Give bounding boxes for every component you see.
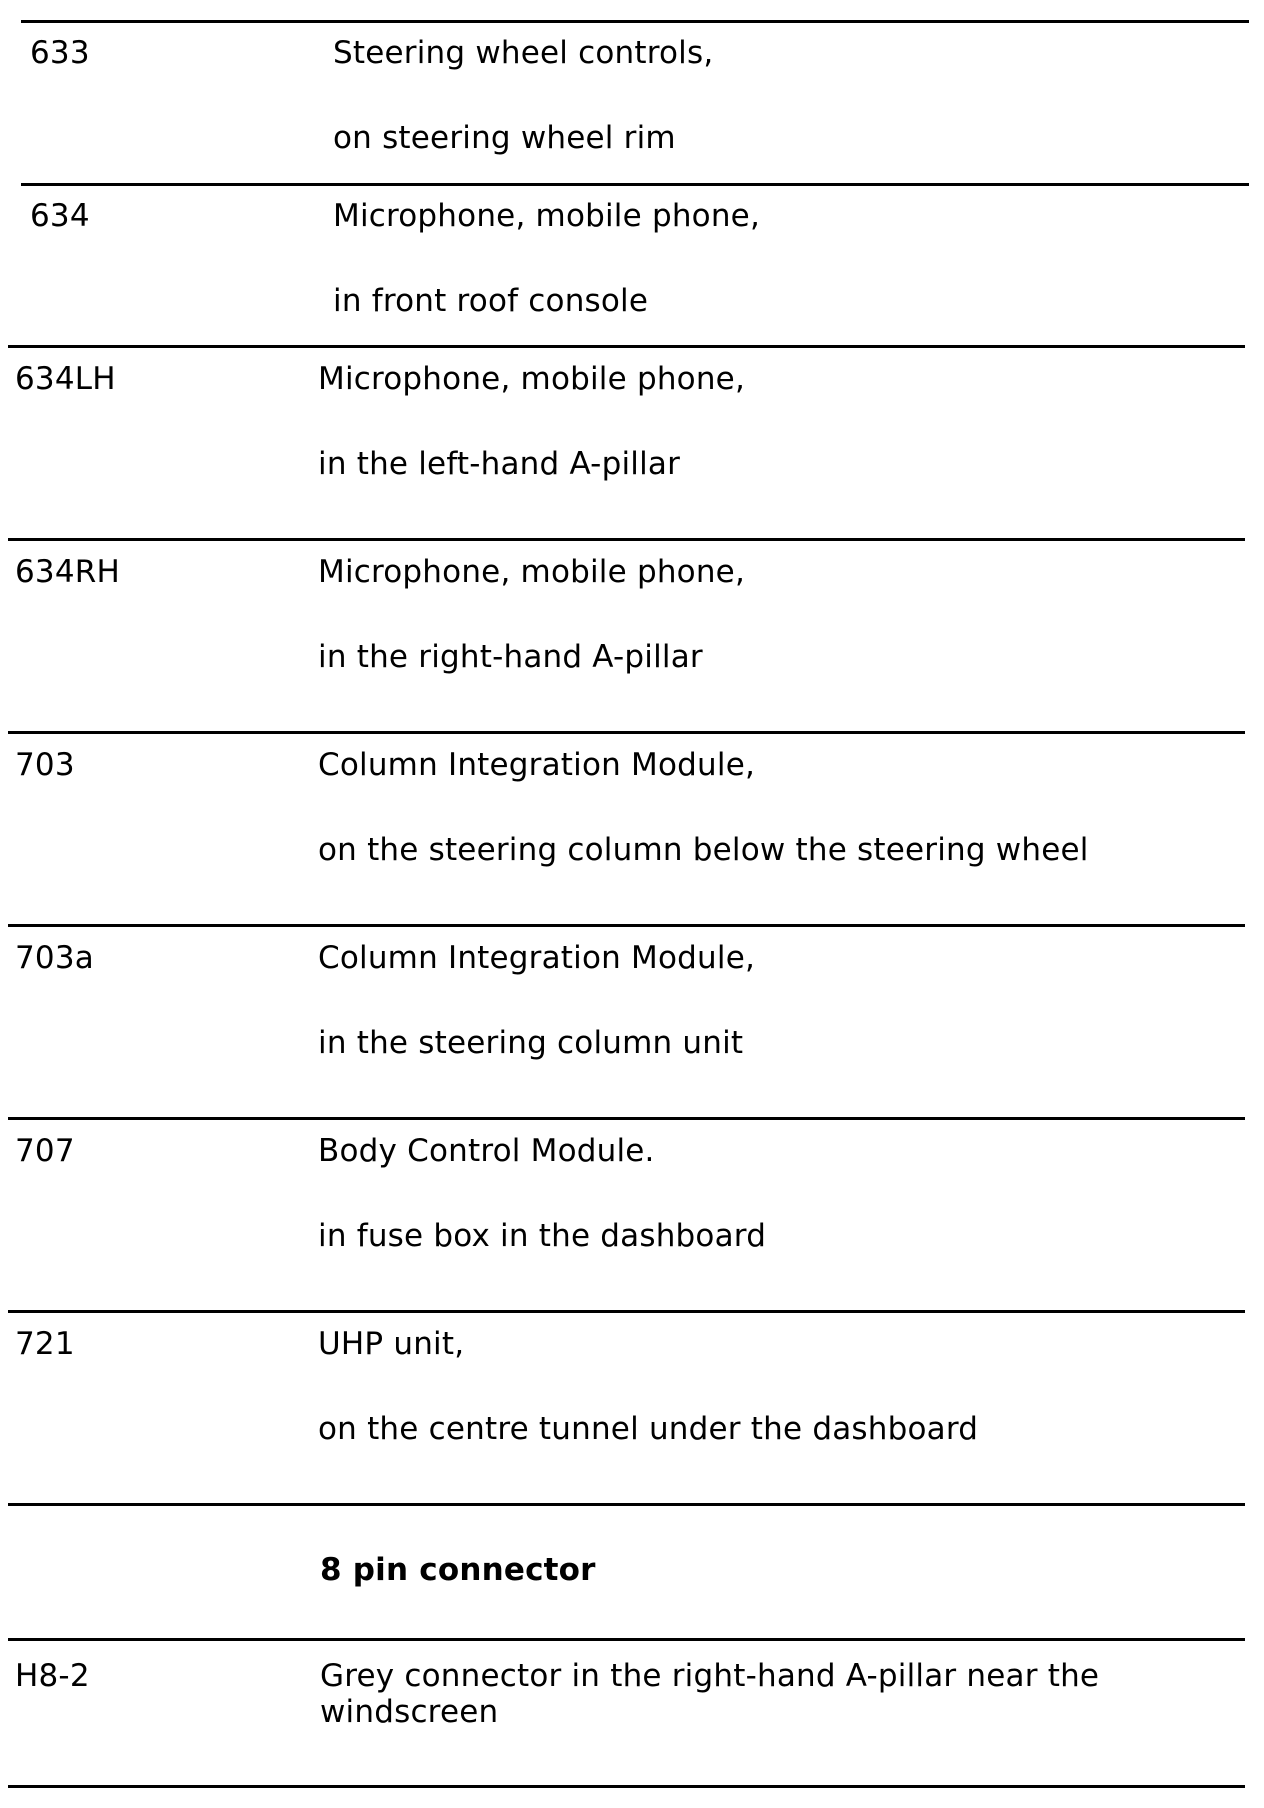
table-rule: [8, 345, 1245, 348]
table-rule: [8, 1785, 1245, 1788]
table-rule: [8, 1310, 1245, 1313]
table-rule: [21, 20, 1249, 23]
connector-code: H8-2: [15, 1658, 90, 1694]
section-heading: 8 pin connector: [320, 1552, 596, 1588]
table-rule: [8, 1503, 1245, 1506]
component-code: 707: [15, 1133, 75, 1169]
table-rule: [8, 1117, 1245, 1120]
component-name: Column Integration Module,: [318, 747, 756, 783]
component-location: in the steering column unit: [318, 1025, 744, 1061]
table-rule: [8, 1638, 1245, 1641]
component-name: Microphone, mobile phone,: [318, 361, 746, 397]
component-name: Microphone, mobile phone,: [318, 554, 746, 590]
component-location: in fuse box in the dashboard: [318, 1218, 767, 1254]
component-location: in front roof console: [333, 283, 649, 319]
component-location: on the steering column below the steering wheel: [318, 832, 1089, 868]
component-name: Microphone, mobile phone,: [333, 198, 761, 234]
component-location: in the right-hand A-pillar: [318, 639, 703, 675]
connector-description: Grey connector in the right-hand A-pillar near the windscreen: [320, 1658, 1100, 1730]
component-name: Column Integration Module,: [318, 940, 756, 976]
table-rule: [8, 924, 1245, 927]
component-code: 634RH: [15, 554, 121, 590]
table-rule: [8, 538, 1245, 541]
component-code: 703a: [15, 940, 94, 976]
component-code: 633: [30, 35, 90, 71]
component-code: 634LH: [15, 361, 116, 397]
component-location: in the left-hand A-pillar: [318, 446, 681, 482]
component-code: 634: [30, 198, 90, 234]
component-location: on the centre tunnel under the dashboard: [318, 1411, 979, 1447]
component-name: UHP unit,: [318, 1326, 465, 1362]
component-location: on steering wheel rim: [333, 120, 676, 156]
component-name: Body Control Module.: [318, 1133, 655, 1169]
component-name: Steering wheel controls,: [333, 35, 714, 71]
table-rule: [8, 731, 1245, 734]
component-code: 703: [15, 747, 75, 783]
component-code: 721: [15, 1326, 75, 1362]
table-rule: [21, 183, 1249, 186]
